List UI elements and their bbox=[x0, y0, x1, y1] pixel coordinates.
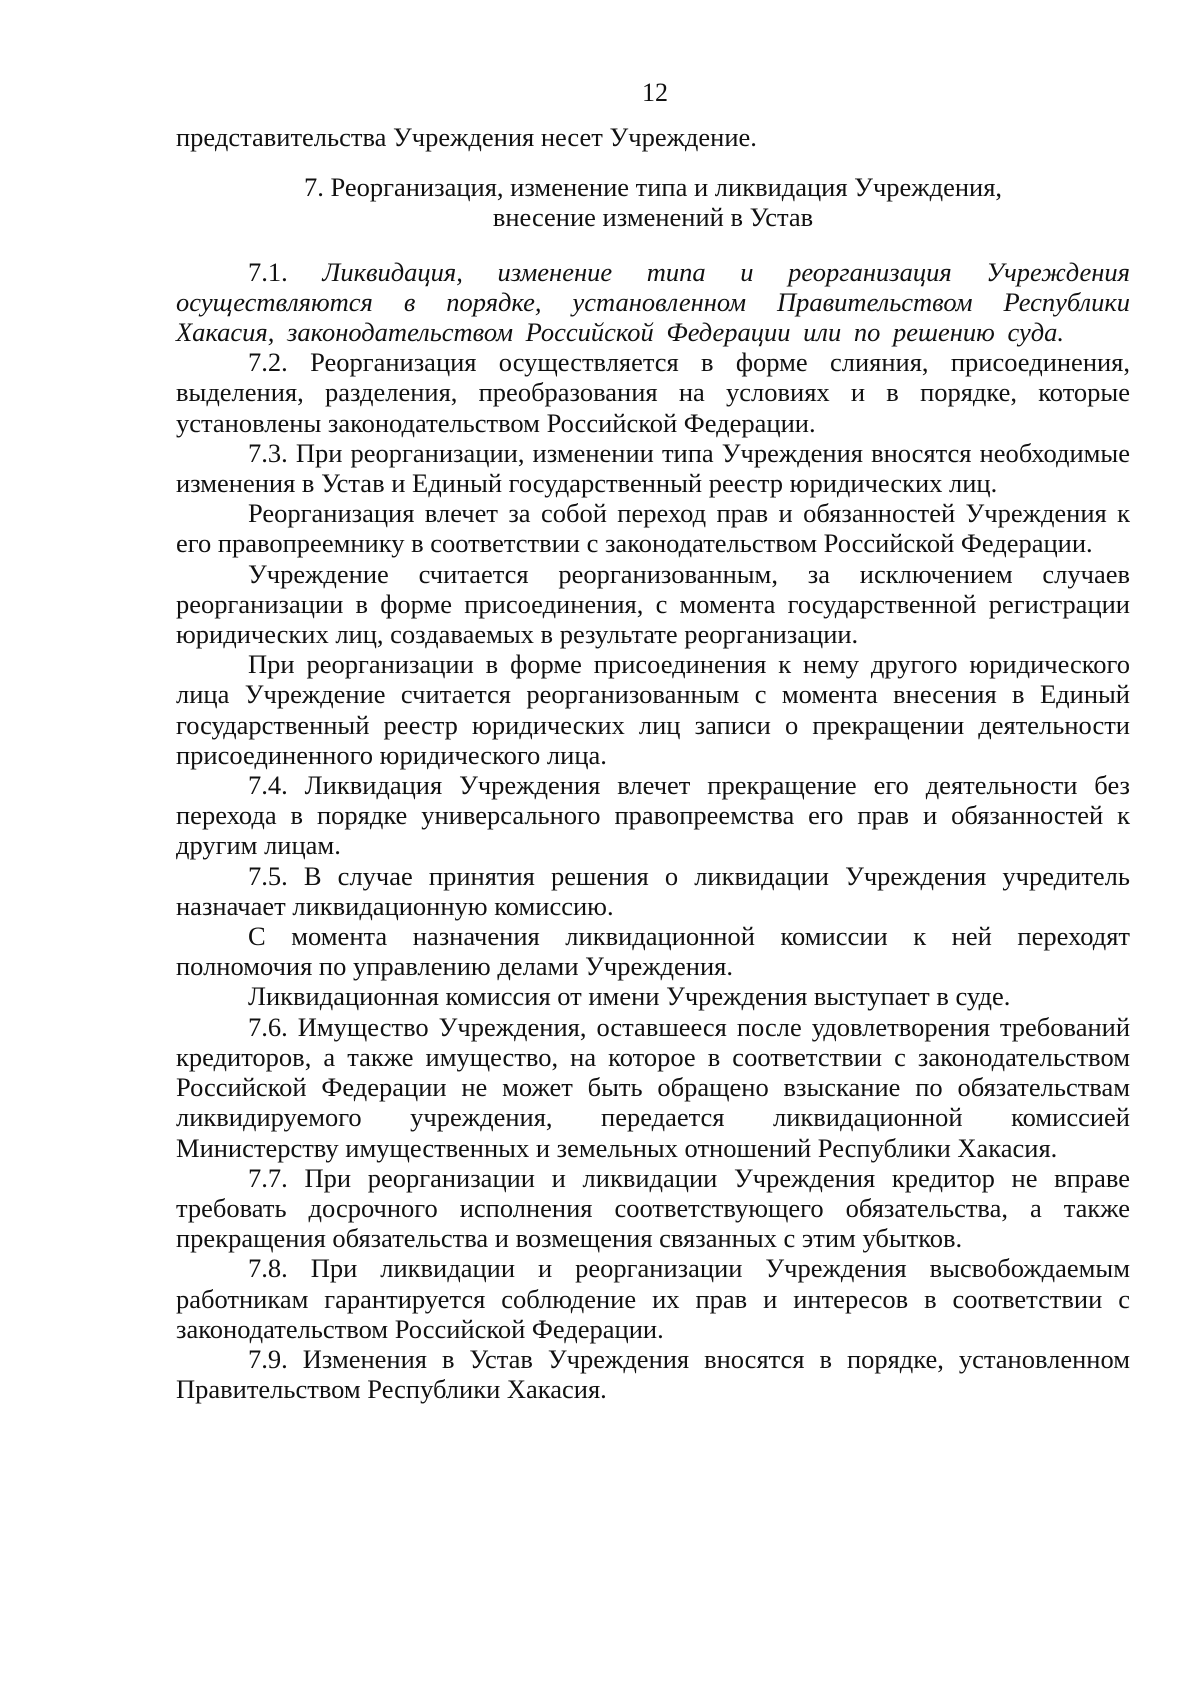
paragraph-7-5: 7.5. В случае принятия решения о ликвидации Учреждения учредитель назначает ликвидационную комиссию. bbox=[176, 860, 1130, 921]
paragraph-7-1-text: Ликвидация, изменение типа и реорганизация Учреждения осуществляются в порядке, установленном Правительством Республики Хакасия, законодательством Российской Федерации или по решению суда. bbox=[176, 256, 1130, 348]
paragraph-7-1-number: 7.1. bbox=[248, 256, 288, 287]
page-number: 12 bbox=[642, 78, 668, 107]
paragraph-7-7: 7.7. При реорганизации и ликвидации Учреждения кредитор не вправе требовать досрочного исполнения соответствующего обязательства, а также прекращения обязательства и возмещения связанных с этим убытков. bbox=[176, 1162, 1130, 1254]
section-heading-line-2: внесение изменений в Устав bbox=[492, 202, 814, 233]
document-body bbox=[176, 122, 1130, 1404]
paragraph-7-5-b: С момента назначения ликвидационной комиссии к ней переходят полномочия по управлению делами Учреждения. bbox=[176, 921, 1130, 982]
paragraph-7-4: 7.4. Ликвидация Учреждения влечет прекращение его деятельности без перехода в порядке универсального правопреемства его прав и обязанностей к другим лицам. bbox=[176, 770, 1130, 861]
paragraph-7-3: 7.3. При реорганизации, изменении типа Учреждения вносятся необходимые изменения в Устав и Единый государственный реестр юридических лиц. bbox=[176, 437, 1130, 499]
paragraph-7-5-c: Ликвидационная комиссия от имени Учреждения выступает в суде. bbox=[248, 981, 1011, 1012]
paragraph-7-3-b: Реорганизация влечет за собой переход прав и обязанностей Учреждения к его правопреемнику в соответствии с законодательством Российской Федерации. bbox=[176, 498, 1130, 559]
paragraph-7-1 bbox=[176, 257, 1130, 348]
section-heading-line-1: 7. Реорганизация, изменение типа и ликвидация Учреждения, bbox=[303, 172, 1003, 203]
paragraph-7-3-c: Учреждение считается реорганизованным, за исключением случаев реорганизации в форме присоединения, с момента государственной регистрации юридических лиц, создаваемых в результате реорганизации. bbox=[176, 558, 1130, 650]
paragraph-7-9: 7.9. Изменения в Устав Учреждения вносятся в порядке, установленном Правительством Республики Хакасия. bbox=[176, 1343, 1130, 1405]
intro-line: представительства Учреждения несет Учреждение. bbox=[176, 122, 757, 152]
paragraph-7-8: 7.8. При ликвидации и реорганизации Учреждения высвобождаемым работникам гарантируется соблюдение их прав и интересов в соответствии с законодательством Российской Федерации. bbox=[176, 1253, 1130, 1344]
section-heading bbox=[176, 172, 1130, 232]
paragraph-7-3-d: При реорганизации в форме присоединения к нему другого юридического лица Учреждение считается реорганизованным с момента внесения в Единый государственный реестр юридических лиц записи о прекращении деятельности присоединенного юридического лица. bbox=[176, 649, 1130, 770]
paragraph-7-6: 7.6. Имущество Учреждения, оставшееся после удовлетворения требований кредиторов, а также имущество, на которое в соответствии с законодательством Российской Федерации не может быть обращено взыскание по обязательствам ликвидируемого учреждения, передается ликвидационной комиссией Министерству имущественных и земельных отношений Республики Хакасия. bbox=[176, 1011, 1130, 1163]
paragraph-7-2: 7.2. Реорганизация осуществляется в форме слияния, присоединения, выделения, разделения, преобразования на условиях и в порядке, которые установлены законодательством Российской Федерации. bbox=[176, 347, 1130, 438]
